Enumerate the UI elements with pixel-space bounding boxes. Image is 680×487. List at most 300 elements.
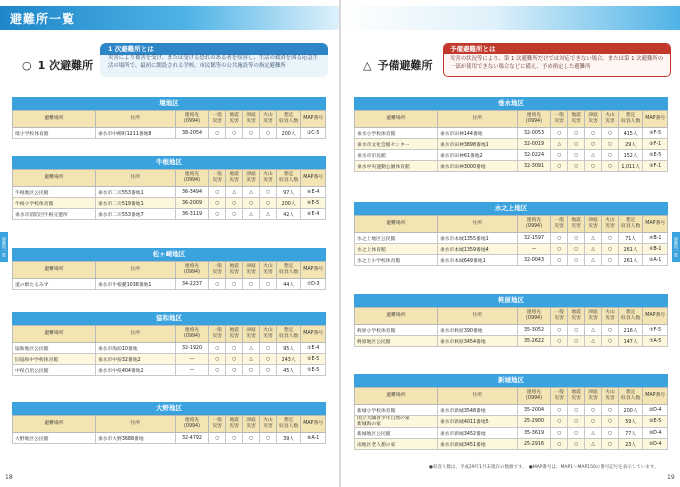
cell-map: ⑧A-1 [301,433,326,444]
cell-phone: 32-0053 [517,128,551,139]
cell-address: 垂水市二川519番地1 [95,198,175,209]
cell-address: 垂水市田神3898番地1 [437,139,517,150]
cell-name: 柊原小学校体育館 [355,325,438,336]
column-header-quake: 地震 災害 [226,111,243,128]
cell-general: ○ [551,255,568,266]
area-table [12,312,326,376]
column-header-map: MAP番号 [643,308,668,325]
page-banner-right [341,6,680,30]
table-header-row [355,216,668,233]
triangle-marker-icon: △ [363,59,372,72]
cell-volcano: ○ [602,244,619,255]
cell-capacity: 42人 [276,209,301,220]
cell-map: ⑨F-1 [643,139,668,150]
column-header-name: 避難場所 [355,308,438,325]
page-banner [0,6,339,30]
cell-quake: ○ [226,343,243,354]
cell-quake: ○ [568,244,585,255]
cell-map: ⑤E-5 [301,354,326,365]
column-header-address: 住所 [437,216,517,233]
area-table [12,248,326,290]
column-header-capacity: 想定 収容人数 [618,388,643,405]
cell-tsunami: ○ [585,139,602,150]
table-row [355,336,668,347]
area-table [12,97,326,139]
cell-capacity: 200人 [618,405,643,416]
table-row [355,233,668,244]
column-header-volcano: 火山 災害 [260,170,277,187]
cell-quake: ○ [568,416,585,428]
cell-tsunami: ○ [243,365,260,376]
cell-phone: 36-3119 [175,209,209,220]
cell-phone: 32-1597 [517,233,551,244]
cell-tsunami: ○ [243,128,260,139]
cell-tsunami: △ [585,255,602,266]
cell-quake: ○ [568,139,585,150]
table-row [13,128,326,139]
cell-tsunami: △ [243,209,260,220]
table-row [13,343,326,354]
cell-map: ⑥E-5 [301,198,326,209]
cell-map: ⑦D-3 [301,279,326,290]
cell-address: 垂水市中俣404番地2 [95,365,175,376]
cell-general: ○ [551,405,568,416]
cell-address: 垂水市中俣32番地2 [95,354,175,365]
cell-quake: ○ [226,279,243,290]
cell-name: 牛根小学校体育館 [13,198,96,209]
circle-marker-icon: ○ [22,59,32,72]
column-header-quake: 地震 災害 [568,388,585,405]
cell-address: 垂水市二川553番地1 [95,187,175,198]
note-title: 予備避難所とは [444,44,670,54]
table-row [355,244,668,255]
cell-address: 垂水市新城4011番地5 [437,416,517,428]
table-row [13,187,326,198]
table-row [355,416,668,428]
column-header-tsunami: 津波 災害 [585,388,602,405]
cell-name: 新城小学校体育館 [355,405,438,416]
cell-quake: ○ [568,336,585,347]
column-header-address: 住所 [437,308,517,325]
cell-general: ○ [209,433,226,444]
cell-tsunami: ○ [243,279,260,290]
cell-general: ○ [209,187,226,198]
cell-phone: 25-2916 [517,439,551,450]
column-header-name: 避難場所 [13,111,96,128]
cell-name: 南地区老人憩の家 [355,439,438,450]
column-header-phone: 連絡先 (0994) [175,416,209,433]
side-tab: 避難所一覧 [0,232,8,262]
cell-phone: 34-2237 [175,279,209,290]
area-title: 松ヶ崎地区 [12,248,326,261]
cell-tsunami: △ [585,244,602,255]
cell-quake: ○ [568,233,585,244]
cell-general: ○ [209,198,226,209]
column-header-tsunami: 津波 災害 [585,308,602,325]
column-header-general: 一般 災害 [209,170,226,187]
column-header-name: 避難場所 [13,170,96,187]
cell-quake: ○ [226,209,243,220]
column-header-name: 避難場所 [13,262,96,279]
cell-tsunami: △ [585,233,602,244]
cell-general: ○ [209,354,226,365]
cell-address: 垂水市新城3548番地 [437,405,517,416]
column-header-volcano: 火山 災害 [602,388,619,405]
cell-capacity: 45人 [276,365,301,376]
cell-map: ⑩D-4 [643,428,668,439]
area-table [354,294,668,347]
column-header-capacity: 想定 収容人数 [618,308,643,325]
cell-tsunami: △ [585,336,602,347]
cell-volcano: △ [260,209,277,220]
column-header-map: MAP番号 [301,262,326,279]
cell-map: ⑨A-1 [643,255,668,266]
cell-name: 垂水市消防団牛根分遣所 [13,209,96,220]
column-header-general: 一般 災害 [209,262,226,279]
column-header-address: 住所 [95,326,175,343]
column-header-tsunami: 津波 災害 [243,416,260,433]
cell-map: ⑥E-4 [301,209,326,220]
column-header-volcano: 火山 災害 [260,416,277,433]
cell-capacity: 261人 [618,255,643,266]
cell-quake: ○ [568,150,585,161]
column-header-quake: 地震 災害 [226,416,243,433]
cell-general: ○ [209,279,226,290]
cell-tsunami: ○ [585,161,602,172]
table-header-row [13,170,326,187]
cell-quake: ○ [226,128,243,139]
cell-quake: ○ [568,255,585,266]
cell-general: △ [551,139,568,150]
cell-name: 垂水小学校体育館 [355,128,438,139]
cell-tsunami: △ [243,354,260,365]
cell-address: 垂水市田神61番地2 [437,150,517,161]
column-header-address: 住所 [95,111,175,128]
cell-capacity: 39人 [276,433,301,444]
cell-map: ⑩D-4 [643,439,668,450]
column-header-phone: 連絡先 (0994) [517,388,551,405]
cell-address: 垂水市新城3452番地 [437,428,517,439]
column-header-general: 一般 災害 [551,388,568,405]
cell-phone: 38-2054 [175,128,209,139]
cell-capacity: 29人 [618,139,643,150]
column-header-general: 一般 災害 [209,416,226,433]
cell-volcano: ○ [602,139,619,150]
note-body: 災害により被害を受け、または受ける恐れのある者を収容し、生活の救済を図る応急生活の場所で、最初に開設される学校、市民館等の公共施設等の指定避難所 [108,55,319,69]
cell-address: 垂水市田神3000番地 [437,161,517,172]
cell-phone: 35-3619 [517,428,551,439]
left-page [0,0,339,487]
table-row [355,428,668,439]
area-table [354,97,668,172]
cell-name: 大野地区公民館 [13,433,96,444]
column-header-tsunami: 津波 災害 [585,111,602,128]
column-header-tsunami: 津波 災害 [585,216,602,233]
cell-map: ⑨E-5 [643,150,668,161]
column-header-map: MAP番号 [301,170,326,187]
column-header-quake: 地震 災害 [568,308,585,325]
column-header-map: MAP番号 [301,111,326,128]
column-header-quake: 地震 災害 [568,216,585,233]
cell-volcano: ○ [260,354,277,365]
cell-phone: 32-4792 [175,433,209,444]
table-header-row [13,262,326,279]
cell-address: 垂水市柊原390番地 [437,325,517,336]
cell-general: ○ [551,128,568,139]
cell-capacity: 71人 [618,233,643,244]
cell-volcano: ○ [260,343,277,354]
cell-volcano: ○ [602,255,619,266]
section-title-reserve: △ 予備避難所 [363,59,433,72]
cell-general: ○ [551,325,568,336]
cell-capacity: 200人 [276,128,301,139]
area-title: 協和地区 [12,312,326,325]
area-table [12,156,326,220]
cell-volcano: ○ [602,405,619,416]
cell-tsunami: ○ [585,416,602,428]
cell-phone: 32-0043 [517,255,551,266]
column-header-capacity: 想定 収容人数 [276,262,301,279]
cell-tsunami: ○ [243,433,260,444]
cell-map: ⑤E-5 [301,365,326,376]
cell-quake: ○ [568,405,585,416]
cell-general: ○ [551,161,568,172]
cell-capacity: 200人 [276,198,301,209]
cell-name: 協和地区公民館 [13,343,96,354]
column-header-name: 避難場所 [13,326,96,343]
area-title: 牛根地区 [12,156,326,169]
cell-address: 垂水市新城3451番地 [437,439,517,450]
table-row [355,439,668,450]
cell-general: ○ [551,428,568,439]
primary-shelter-note [100,43,328,77]
table-row [355,128,668,139]
cell-map: ⑨F-5 [643,128,668,139]
cell-capacity: 77人 [618,428,643,439]
cell-phone: 36-2009 [175,198,209,209]
cell-volcano: ○ [602,439,619,450]
cell-quake: ○ [568,428,585,439]
cell-tsunami: △ [243,187,260,198]
cell-quake: △ [226,187,243,198]
area-title: 垂水地区 [354,97,668,110]
column-header-address: 住所 [95,416,175,433]
cell-volcano: ○ [260,128,277,139]
cell-quake: ○ [226,365,243,376]
cell-name: 新城地区公民館 [355,428,438,439]
cell-phone: — [175,354,209,365]
cell-volcano: ○ [260,433,277,444]
page-number: 19 [667,474,675,481]
cell-name: 水之上小学校体育館 [355,255,438,266]
column-header-volcano: 火山 災害 [602,216,619,233]
cell-quake: ○ [568,161,585,172]
table-row [355,325,668,336]
table-row [355,161,668,172]
cell-capacity: 415人 [618,128,643,139]
area-title: 境地区 [12,97,326,110]
cell-general: ○ [209,343,226,354]
side-tab: 避難所一覧 [672,232,680,262]
cell-general: ○ [551,233,568,244]
cell-volcano: ○ [602,336,619,347]
cell-name: 柊原地区公民館 [355,336,438,347]
column-header-tsunami: 津波 災害 [243,111,260,128]
cell-capacity: 95人 [276,343,301,354]
cell-map: ⑦A-5 [643,336,668,347]
cell-general: ○ [209,128,226,139]
cell-quake: ○ [226,354,243,365]
section-title-primary: ○ 1 次避難所 [22,59,94,72]
cell-map: ⑦F-5 [643,325,668,336]
column-header-tsunami: 津波 災害 [243,262,260,279]
cell-quake: ○ [226,198,243,209]
cell-phone: 35-2622 [517,336,551,347]
column-header-map: MAP番号 [643,216,668,233]
cell-capacity: 147人 [618,336,643,347]
cell-volcano: ○ [602,233,619,244]
table-header-row [355,308,668,325]
cell-phone: 32-0224 [517,150,551,161]
column-header-capacity: 想定 収容人数 [276,170,301,187]
column-header-address: 住所 [437,388,517,405]
cell-tsunami: ○ [585,128,602,139]
column-header-phone: 連絡先 (0994) [517,308,551,325]
cell-name: 水之上体育館 [355,244,438,255]
cell-general: ○ [551,150,568,161]
cell-address: 垂水市柊原3454番地 [437,336,517,347]
cell-name: 垂水市文化会館センター [355,139,438,150]
cell-name: 牛根地区公民館 [13,187,96,198]
column-header-phone: 連絡先 (0994) [175,111,209,128]
cell-tsunami: ○ [243,198,260,209]
column-header-capacity: 想定 収容人数 [618,216,643,233]
cell-phone: — [175,365,209,376]
cell-tsunami: △ [585,439,602,450]
cell-address: 垂水市大野3688番地 [95,433,175,444]
table-row [13,209,326,220]
column-header-phone: 連絡先 (0994) [175,262,209,279]
cell-name: 水之上地区公民館 [355,233,438,244]
cell-phone: 32-1920 [175,343,209,354]
column-header-volcano: 火山 災害 [260,111,277,128]
cell-map: ⑩D-4 [643,405,668,416]
table-row [13,365,326,376]
cell-quake: ○ [568,325,585,336]
cell-phone: 32-0019 [517,139,551,150]
cell-name: 国立大隅青少年自然の家 新城海の家 [355,416,438,428]
cell-volcano: ○ [602,128,619,139]
cell-tsunami: △ [243,343,260,354]
column-header-capacity: 想定 収容人数 [276,326,301,343]
table-row [13,433,326,444]
cell-quake: ○ [568,128,585,139]
column-header-general: 一般 災害 [209,111,226,128]
cell-capacity: 23人 [618,439,643,450]
area-table [12,402,326,444]
column-header-name: 避難場所 [13,416,96,433]
area-table [354,202,668,266]
cell-general: ○ [551,244,568,255]
cell-volcano: ○ [602,150,619,161]
column-header-general: 一般 災害 [551,111,568,128]
cell-capacity: 243人 [276,354,301,365]
cell-name: 垂水市市民館 [355,150,438,161]
table-row [13,198,326,209]
note-title: 1 次避難所とは [108,45,154,53]
column-header-volcano: 火山 災害 [602,111,619,128]
area-title: 新城地区 [354,374,668,387]
cell-address: 垂水市本城1359番地4 [437,244,517,255]
column-header-tsunami: 津波 災害 [243,326,260,343]
cell-capacity: 216人 [618,325,643,336]
cell-tsunami: △ [585,150,602,161]
note-body: 災害の状況等により、第 1 次避難所だけでは対応できない場合、または第 1 次避難所の一部が使用できない場合などに備え、予め指定した避難所 [450,56,664,70]
cell-phone: 32-3091 [517,161,551,172]
cell-volcano: ○ [260,279,277,290]
page-number: 18 [5,474,13,481]
cell-name: 道の駅たるみず [13,279,96,290]
cell-name: 中俣自治公民館 [13,365,96,376]
cell-address: 垂水市中柳町1211番地8 [95,128,175,139]
column-header-address: 住所 [437,111,517,128]
cell-address: 垂水市海潟10番地 [95,343,175,354]
cell-tsunami: △ [585,428,602,439]
cell-phone: 36-3494 [175,187,209,198]
column-header-address: 住所 [95,262,175,279]
cell-map: ⑨F-1 [643,161,668,172]
reserve-shelter-note [443,43,671,77]
column-header-general: 一般 災害 [209,326,226,343]
footnote: ●収容人数は、平成29年1月末現在の数値です。 ●MAP番号は、MAP1〜MAP150の番号記号を表示しています。 [429,465,659,470]
cell-map: ⑥E-4 [301,187,326,198]
cell-capacity: 97人 [276,187,301,198]
column-header-phone: 連絡先 (0994) [175,326,209,343]
column-header-general: 一般 災害 [551,216,568,233]
area-table [354,374,668,450]
table-row [355,255,668,266]
column-header-quake: 地震 災害 [226,262,243,279]
column-header-phone: 連絡先 (0994) [175,170,209,187]
column-header-map: MAP番号 [301,326,326,343]
area-title: 柊原地区 [354,294,668,307]
cell-capacity: 261人 [618,244,643,255]
cell-address: 垂水市牛根麓1038番地1 [95,279,175,290]
table-row [355,139,668,150]
page-heading: 避難所一覧 [10,12,76,26]
column-header-quake: 地震 災害 [568,111,585,128]
cell-address: 垂水市本城649番地1 [437,255,517,266]
cell-map: ⑩E-5 [643,416,668,428]
cell-tsunami: △ [585,325,602,336]
cell-capacity: 152人 [618,150,643,161]
table-row [13,354,326,365]
column-header-tsunami: 津波 災害 [243,170,260,187]
table-header-row [355,388,668,405]
cell-tsunami: ○ [585,405,602,416]
cell-volcano: ○ [602,325,619,336]
cell-general: ○ [209,209,226,220]
cell-quake: ○ [568,439,585,450]
cell-address: 垂水市本城1355番地1 [437,233,517,244]
table-row [13,279,326,290]
cell-map: ①E-4 [301,343,326,354]
column-header-name: 避難場所 [355,111,438,128]
cell-capacity: 1,011人 [618,161,643,172]
cell-name: 旧協和中学校体育館 [13,354,96,365]
column-header-volcano: 火山 災害 [602,308,619,325]
cell-capacity: 59人 [618,416,643,428]
